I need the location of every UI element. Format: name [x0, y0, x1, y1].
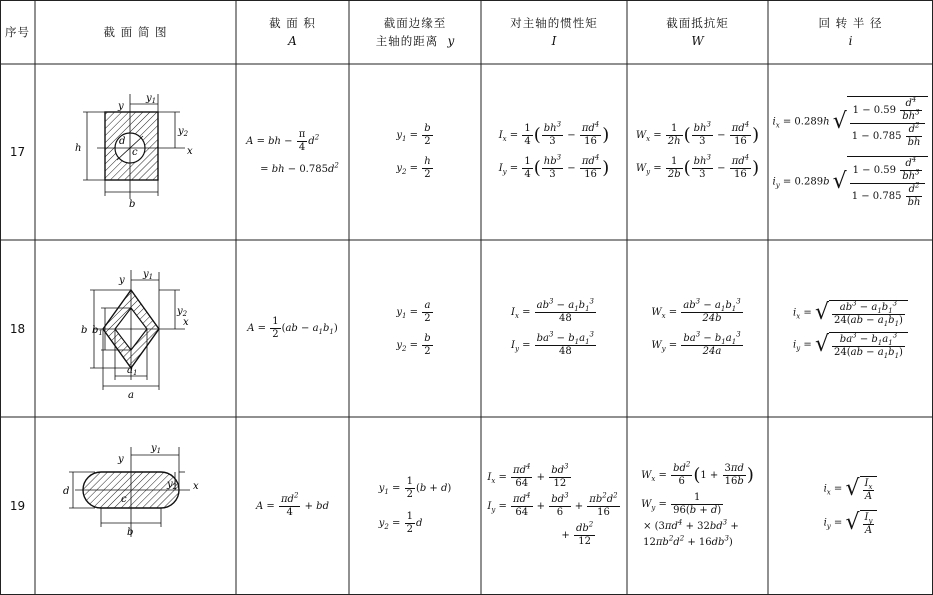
row-18-distance: $y_1$ = $\frac{a}{2}$ $y_2$ = $\frac{b}{2}$ — [396, 299, 431, 357]
row-17-inertia: $I_x$ = $\frac{1}{4}$ ( $\frac{bh^3}{3}$ − $\frac{\pi d^4}{16}$ ) $I_y$ = $\frac{1}{4}$ ( $\frac{hb^3}{3}$ − $\frac{\pi d^4}{16}$ ) — [498, 120, 610, 180]
header-modulus-symbol: W — [691, 34, 704, 48]
header-inertia — [481, 0, 627, 64]
row-19-label-b: b — [127, 527, 134, 538]
row-17-label-b: b — [129, 199, 136, 210]
row-19-label-y2: $y_2$ — [167, 479, 178, 491]
row-19-distance: $y_1$ = $\frac{1}{2}$ (b + d) $y_2$ = $\frac{1}{2}$ d — [378, 476, 452, 535]
row-18-label-a1: $a_1$ — [127, 365, 138, 377]
row-17-distance: $y_1$ = $\frac{b}{2}$ $y_2$ = $\frac{h}{2}$ — [396, 123, 431, 180]
row-18-label-y2: $y_2$ — [177, 306, 188, 318]
header-distance-title-2: 主轴的距离 — [375, 34, 439, 48]
row-18-area: A = $\frac{1}{2}$ $(ab - a_1b_1)$ — [247, 316, 338, 340]
header-distance-symbol: y — [447, 34, 455, 48]
row-18-inertia: $I_x$ = $\frac{ab^3 - a_1b_1^3}{48}$ $I_y$ = $\frac{ba^3 - b_1a_1^3}{48}$ — [510, 297, 595, 357]
row-17-id-text: 17 — [9, 145, 26, 159]
row-18-label-x: x — [183, 317, 189, 328]
row-19-id-text: 19 — [9, 499, 26, 513]
row-18-label-a: a — [128, 390, 134, 401]
header-sketch-text: 截 面 简 图 — [103, 25, 168, 39]
row-17-radius: $i_x = 0.289h$ √ 1 − 0.59 $\frac{d^4}{bh^3}$ 1 − 0.785 $\frac{d^2}{bh}$ $i_y = 0.289b$ √ 1 − 0.59 $\frac{d^4}{bh^3}$ 1 − 0.785 $\frac{d^2}{bh}$ — [768, 64, 933, 240]
header-distance — [349, 0, 481, 64]
row-17-label-y1: $y_1$ — [146, 93, 157, 105]
header-sketch — [35, 0, 236, 64]
header-area — [236, 0, 349, 64]
row-18-id-text: 18 — [9, 321, 26, 336]
header-modulus — [627, 0, 768, 64]
header-seq-text: 序号 — [5, 25, 30, 39]
row-18-label-y1: $y_1$ — [143, 269, 154, 281]
row-18-label-y: y — [119, 275, 125, 286]
row-18-label-b1: $b_1$ — [92, 325, 103, 337]
row-17-label-h: h — [75, 143, 82, 154]
row-18-id — [0, 240, 35, 417]
row-17-label-y2: $y_2$ — [178, 126, 189, 138]
header-modulus-title: 截面抵抗矩 — [666, 16, 729, 30]
row-17-label-d: d — [119, 136, 126, 147]
row-19-label-c: c — [121, 494, 127, 505]
row-19-area: A = $\frac{\pi d^2}{4}$ + bd — [256, 491, 329, 518]
row-17-modulus: $W_x$ = $\frac{1}{2h}$ ( $\frac{bh^3}{3}$ − $\frac{\pi d^4}{16}$ ) $W_y$ = $\frac{1}{2b}$ ( $\frac{bh^3}{3}$ − $\frac{\pi d^4}{16}$ ) — [635, 120, 760, 180]
header-inertia-symbol: I — [551, 34, 557, 48]
row-19-label-y1: $y_1$ — [151, 443, 162, 455]
row-19-modulus: $W_x$ = $\frac{bd^2}{6}$ (1 + $\frac{3\pi d}{16b}$ ) $W_y$ = $\frac{1}{96(b + d)}$ × ($3\pi d^4 + 32bd^3$ + $12\pi b^2d^2 + 16db^3$) — [641, 460, 754, 548]
row-19-sketch — [35, 417, 236, 595]
header-seq — [0, 0, 35, 64]
row-19-radius: $i_x$ = √ $\frac{I_x}{A}$ $i_y$ = √ $\frac{I_y}{A}$ — [768, 417, 933, 595]
row-18-sketch — [35, 240, 236, 417]
row-18-radius: $i_x$ = √ $\frac{ab^3 - a_1b_1^3}{24(ab - a_1b_1)}$ $i_y$ = √ $\frac{ba^3 - b_1a_1^3}{24(ab - a_1b_1)}$ — [768, 240, 933, 417]
row-19-label-x: x — [193, 481, 199, 492]
header-area-title: 截 面 积 — [269, 16, 316, 30]
row-17-sketch — [35, 64, 236, 240]
header-inertia-title: 对主轴的惯性矩 — [510, 16, 598, 30]
header-radius-title: 回 转 半 径 — [818, 16, 883, 30]
row-19-label-y: y — [118, 454, 124, 465]
header-radius — [768, 0, 933, 64]
row-19-id — [0, 417, 35, 595]
header-distance-title-1: 截面边缘至 — [383, 16, 447, 30]
row-17-area: A = bh − $\frac{\pi}{4}$ $d^2$ = bh − $0.785d^2$ — [246, 128, 339, 175]
row-18-label-b: b — [81, 325, 88, 336]
row-17-label-c: c — [132, 147, 138, 158]
header-area-symbol: A — [288, 34, 297, 48]
header-radius-symbol: i — [848, 34, 853, 48]
row-18-modulus: $W_x$ = $\frac{ab^3 - a_1b_1^3}{24b}$ $W_y$ = $\frac{ba^3 - b_1a_1^3}{24a}$ — [651, 297, 741, 357]
row-19-label-d: d — [63, 486, 70, 497]
row-17-label-x: x — [187, 146, 193, 157]
row-19-inertia: $I_x$ = $\frac{\pi d^4}{64}$ + $\frac{bd^3}{12}$ $I_y$ = $\frac{\pi d^4}{64}$ + $\frac{bd^3}{6}$ + $\frac{\pi b^2d^2}{16}$ + $\frac{db^2}{12}$ — [487, 462, 618, 547]
row-17-id — [0, 64, 35, 240]
row-17-label-y: y — [118, 101, 124, 112]
